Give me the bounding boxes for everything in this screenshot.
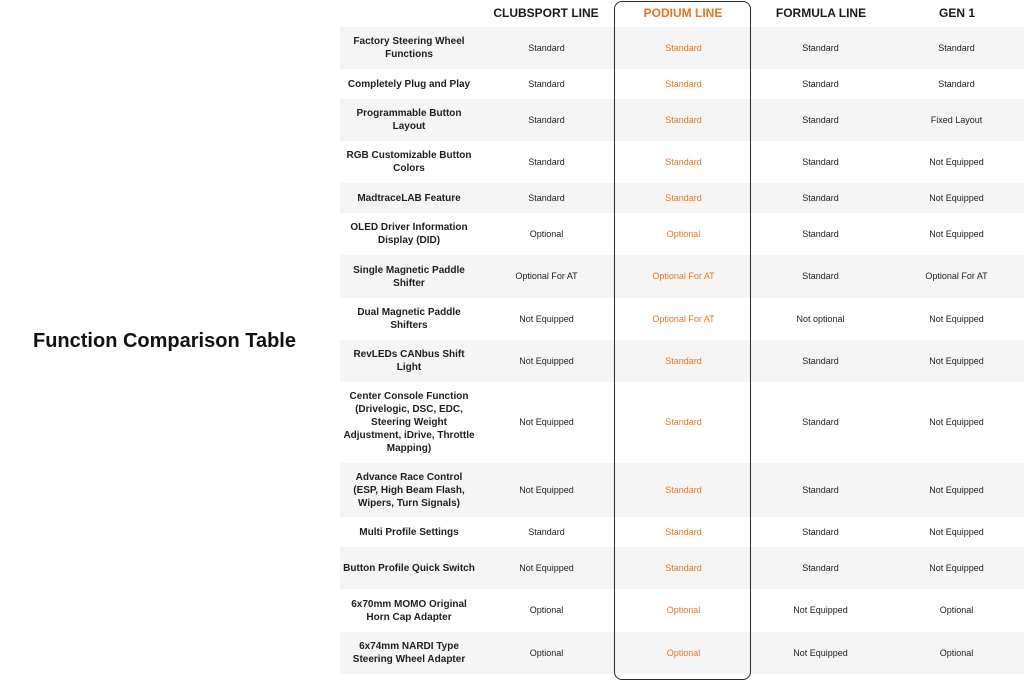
podium-value: Standard (665, 42, 702, 53)
podium-value: Standard (665, 192, 702, 203)
table-row (340, 183, 1024, 213)
column-header-clubsport: CLUBSPORT LINE (493, 6, 599, 20)
clubsport-value: Not Equipped (519, 355, 574, 366)
formula-value: Not Equipped (793, 605, 848, 615)
gen1-value: Not Equipped (929, 484, 984, 495)
clubsport-value: Optional For AT (515, 271, 578, 281)
column-header-formula: FORMULA LINE (775, 6, 867, 20)
table-row (340, 632, 1024, 674)
gen1-value: Optional (939, 605, 974, 615)
column-header-gen1: GEN 1 (938, 6, 975, 20)
table-row (340, 340, 1024, 382)
formula-value: Standard (802, 355, 839, 366)
page-title: Function Comparison Table (33, 330, 296, 352)
clubsport-value: Standard (528, 192, 565, 203)
formula-value: Standard (802, 562, 839, 573)
table-row (340, 69, 1024, 99)
column-header-podium: PODIUM LINE (643, 6, 723, 20)
podium-value: Optional (666, 647, 701, 658)
podium-value: Standard (665, 417, 702, 427)
feature-label: Center Console Function (Drivelogic, DSC, EDC, Steering Weight Adjustment, iDrive, Throttle Mapping) (343, 391, 475, 454)
clubsport-value: Standard (528, 78, 565, 89)
clubsport-value: Standard (528, 114, 565, 125)
table-row (340, 382, 1024, 463)
table-row (340, 255, 1024, 298)
podium-value: Optional (666, 228, 701, 239)
formula-value: Standard (802, 526, 839, 537)
formula-value: Standard (802, 114, 839, 125)
formula-value: Not Equipped (793, 647, 848, 658)
clubsport-value: Not Equipped (519, 313, 574, 324)
feature-label: Completely Plug and Play (347, 78, 471, 90)
podium-value: Standard (665, 562, 702, 573)
gen1-value: Not Equipped (929, 526, 984, 537)
table-row (340, 27, 1024, 69)
feature-label: Factory Steering Wheel Functions (353, 36, 465, 60)
formula-value: Standard (802, 78, 839, 89)
feature-label: Advance Race Control (ESP, High Beam Flash, Wipers, Turn Signals) (353, 471, 465, 509)
comparison-table (340, 27, 1024, 674)
table-row (340, 298, 1024, 340)
podium-value: Standard (665, 355, 702, 366)
gen1-value: Standard (938, 78, 975, 89)
feature-label: Multi Profile Settings (359, 526, 459, 538)
podium-value: Standard (665, 484, 702, 495)
feature-label: Dual Magnetic Paddle Shifters (357, 307, 461, 331)
formula-value: Standard (802, 156, 839, 167)
feature-label: 6x74mm NARDI Type Steering Wheel Adapter (352, 641, 466, 665)
formula-value: Standard (802, 192, 839, 203)
gen1-value: Not Equipped (929, 156, 984, 167)
feature-label: Programmable Button Layout (356, 108, 462, 132)
clubsport-value: Optional (529, 647, 564, 658)
table-row (340, 213, 1024, 255)
gen1-value: Not Equipped (929, 562, 984, 573)
formula-value: Not optional (796, 313, 845, 324)
clubsport-value: Standard (528, 42, 565, 53)
gen1-value: Optional For AT (925, 271, 988, 281)
formula-value: Standard (802, 484, 839, 495)
formula-value: Standard (802, 42, 839, 53)
feature-label: Single Magnetic Paddle Shifter (353, 264, 465, 289)
gen1-value: Optional (939, 647, 974, 658)
feature-label: OLED Driver Information Display (DID) (350, 222, 468, 246)
clubsport-value: Standard (528, 156, 565, 167)
clubsport-value: Not Equipped (519, 417, 574, 427)
clubsport-value: Optional (529, 605, 564, 615)
table-row (340, 589, 1024, 632)
table-row (340, 517, 1024, 547)
formula-value: Standard (802, 228, 839, 239)
clubsport-value: Optional (529, 228, 564, 239)
gen1-value: Not Equipped (929, 192, 984, 203)
feature-label: Button Profile Quick Switch (343, 562, 475, 574)
feature-label: 6x70mm MOMO Original Horn Cap Adapter (351, 598, 467, 623)
podium-value: Standard (665, 526, 702, 537)
table-row (340, 463, 1024, 517)
gen1-value: Standard (938, 42, 975, 53)
table-row (340, 99, 1024, 141)
table-row (340, 141, 1024, 183)
gen1-value: Not Equipped (929, 313, 984, 324)
feature-label: RGB Customizable Button Colors (346, 150, 472, 174)
gen1-value: Fixed Layout (930, 114, 983, 125)
gen1-value: Not Equipped (929, 228, 984, 239)
gen1-value: Not Equipped (929, 417, 984, 427)
feature-label: RevLEDs CANbus Shift Light (353, 349, 465, 373)
formula-value: Standard (802, 417, 839, 427)
clubsport-value: Not Equipped (519, 484, 574, 495)
formula-value: Standard (802, 271, 839, 281)
clubsport-value: Not Equipped (519, 562, 574, 573)
podium-value: Standard (665, 156, 702, 167)
podium-value: Standard (665, 114, 702, 125)
podium-value: Standard (665, 78, 702, 89)
table-row (340, 547, 1024, 589)
podium-value: Optional (666, 605, 701, 615)
gen1-value: Not Equipped (929, 355, 984, 366)
feature-label: MadtraceLAB Feature (357, 192, 461, 204)
clubsport-value: Standard (528, 526, 565, 537)
podium-value: Optional For AT (652, 271, 715, 281)
podium-value: Optional For AT (652, 313, 715, 324)
